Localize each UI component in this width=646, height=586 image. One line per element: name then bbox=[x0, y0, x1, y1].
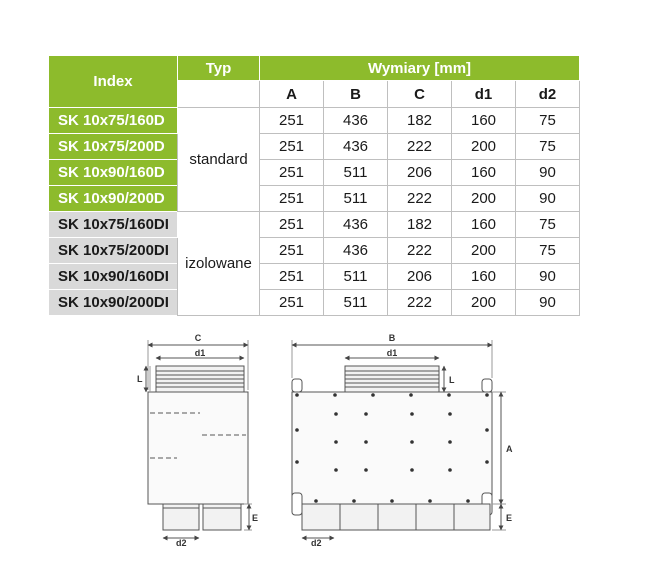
cell-d1: 160 bbox=[452, 108, 516, 134]
cell-d2: 75 bbox=[516, 238, 580, 264]
cell-d1: 200 bbox=[452, 238, 516, 264]
cell-b: 436 bbox=[324, 134, 388, 160]
row-index: SK 10x75/160D bbox=[49, 108, 178, 134]
row-index: SK 10x75/200DI bbox=[49, 238, 178, 264]
cell-d1: 200 bbox=[452, 290, 516, 316]
row-index: SK 10x90/160D bbox=[49, 160, 178, 186]
side-view bbox=[146, 340, 252, 538]
cell-d1: 200 bbox=[452, 186, 516, 212]
cell-d1: 160 bbox=[452, 160, 516, 186]
label-d1-front: d1 bbox=[386, 348, 398, 358]
cell-d2: 90 bbox=[516, 290, 580, 316]
cell-a: 251 bbox=[260, 186, 324, 212]
cell-a: 251 bbox=[260, 212, 324, 238]
label-e-side: E bbox=[252, 513, 259, 523]
label-l-front: L bbox=[449, 375, 455, 385]
cell-d1: 200 bbox=[452, 134, 516, 160]
cell-c: 222 bbox=[388, 290, 452, 316]
cell-b: 436 bbox=[324, 212, 388, 238]
label-b: B bbox=[388, 333, 396, 343]
col-header-a: A bbox=[260, 81, 324, 108]
cell-a: 251 bbox=[260, 160, 324, 186]
cell-d2: 90 bbox=[516, 264, 580, 290]
cell-d1: 160 bbox=[452, 264, 516, 290]
cell-c: 222 bbox=[388, 186, 452, 212]
type-standard: standard bbox=[178, 108, 260, 212]
row-index: SK 10x90/200D bbox=[49, 186, 178, 212]
cell-b: 511 bbox=[324, 186, 388, 212]
label-e-front: E bbox=[506, 513, 513, 523]
cell-b: 436 bbox=[324, 238, 388, 264]
row-index: SK 10x90/200DI bbox=[49, 290, 178, 316]
cell-c: 206 bbox=[388, 160, 452, 186]
cell-d2: 75 bbox=[516, 212, 580, 238]
type-izolowane: izolowane bbox=[178, 212, 260, 316]
front-view bbox=[292, 340, 506, 538]
label-d2-side: d2 bbox=[176, 538, 187, 548]
cell-d1: 160 bbox=[452, 212, 516, 238]
cell-a: 251 bbox=[260, 264, 324, 290]
index-header: Index bbox=[49, 56, 178, 108]
col-header-b: B bbox=[324, 81, 388, 108]
cell-d2: 75 bbox=[516, 134, 580, 160]
row-index: SK 10x75/160DI bbox=[49, 212, 178, 238]
label-d1-side: d1 bbox=[194, 348, 206, 358]
cell-b: 436 bbox=[324, 108, 388, 134]
cell-b: 511 bbox=[324, 290, 388, 316]
col-header-d1: d1 bbox=[452, 81, 516, 108]
col-header-d2: d2 bbox=[516, 81, 580, 108]
cell-c: 206 bbox=[388, 264, 452, 290]
cell-d2: 90 bbox=[516, 186, 580, 212]
row-index: SK 10x90/160DI bbox=[49, 264, 178, 290]
wymiary-header: Wymiary [mm] bbox=[260, 56, 580, 81]
label-c: C bbox=[194, 333, 202, 343]
cell-a: 251 bbox=[260, 134, 324, 160]
row-index: SK 10x75/200D bbox=[49, 134, 178, 160]
cell-c: 182 bbox=[388, 108, 452, 134]
cell-c: 222 bbox=[388, 238, 452, 264]
cell-b: 511 bbox=[324, 160, 388, 186]
cell-a: 251 bbox=[260, 290, 324, 316]
cell-a: 251 bbox=[260, 108, 324, 134]
cell-d2: 90 bbox=[516, 160, 580, 186]
cell-c: 182 bbox=[388, 212, 452, 238]
cell-a: 251 bbox=[260, 238, 324, 264]
label-a: A bbox=[506, 444, 513, 454]
cell-b: 511 bbox=[324, 264, 388, 290]
label-d2-front: d2 bbox=[311, 538, 322, 548]
cell-d2: 75 bbox=[516, 108, 580, 134]
col-header-c: C bbox=[388, 81, 452, 108]
typ-header: Typ bbox=[178, 56, 260, 81]
label-l-side: L bbox=[137, 374, 143, 384]
cell-c: 222 bbox=[388, 134, 452, 160]
